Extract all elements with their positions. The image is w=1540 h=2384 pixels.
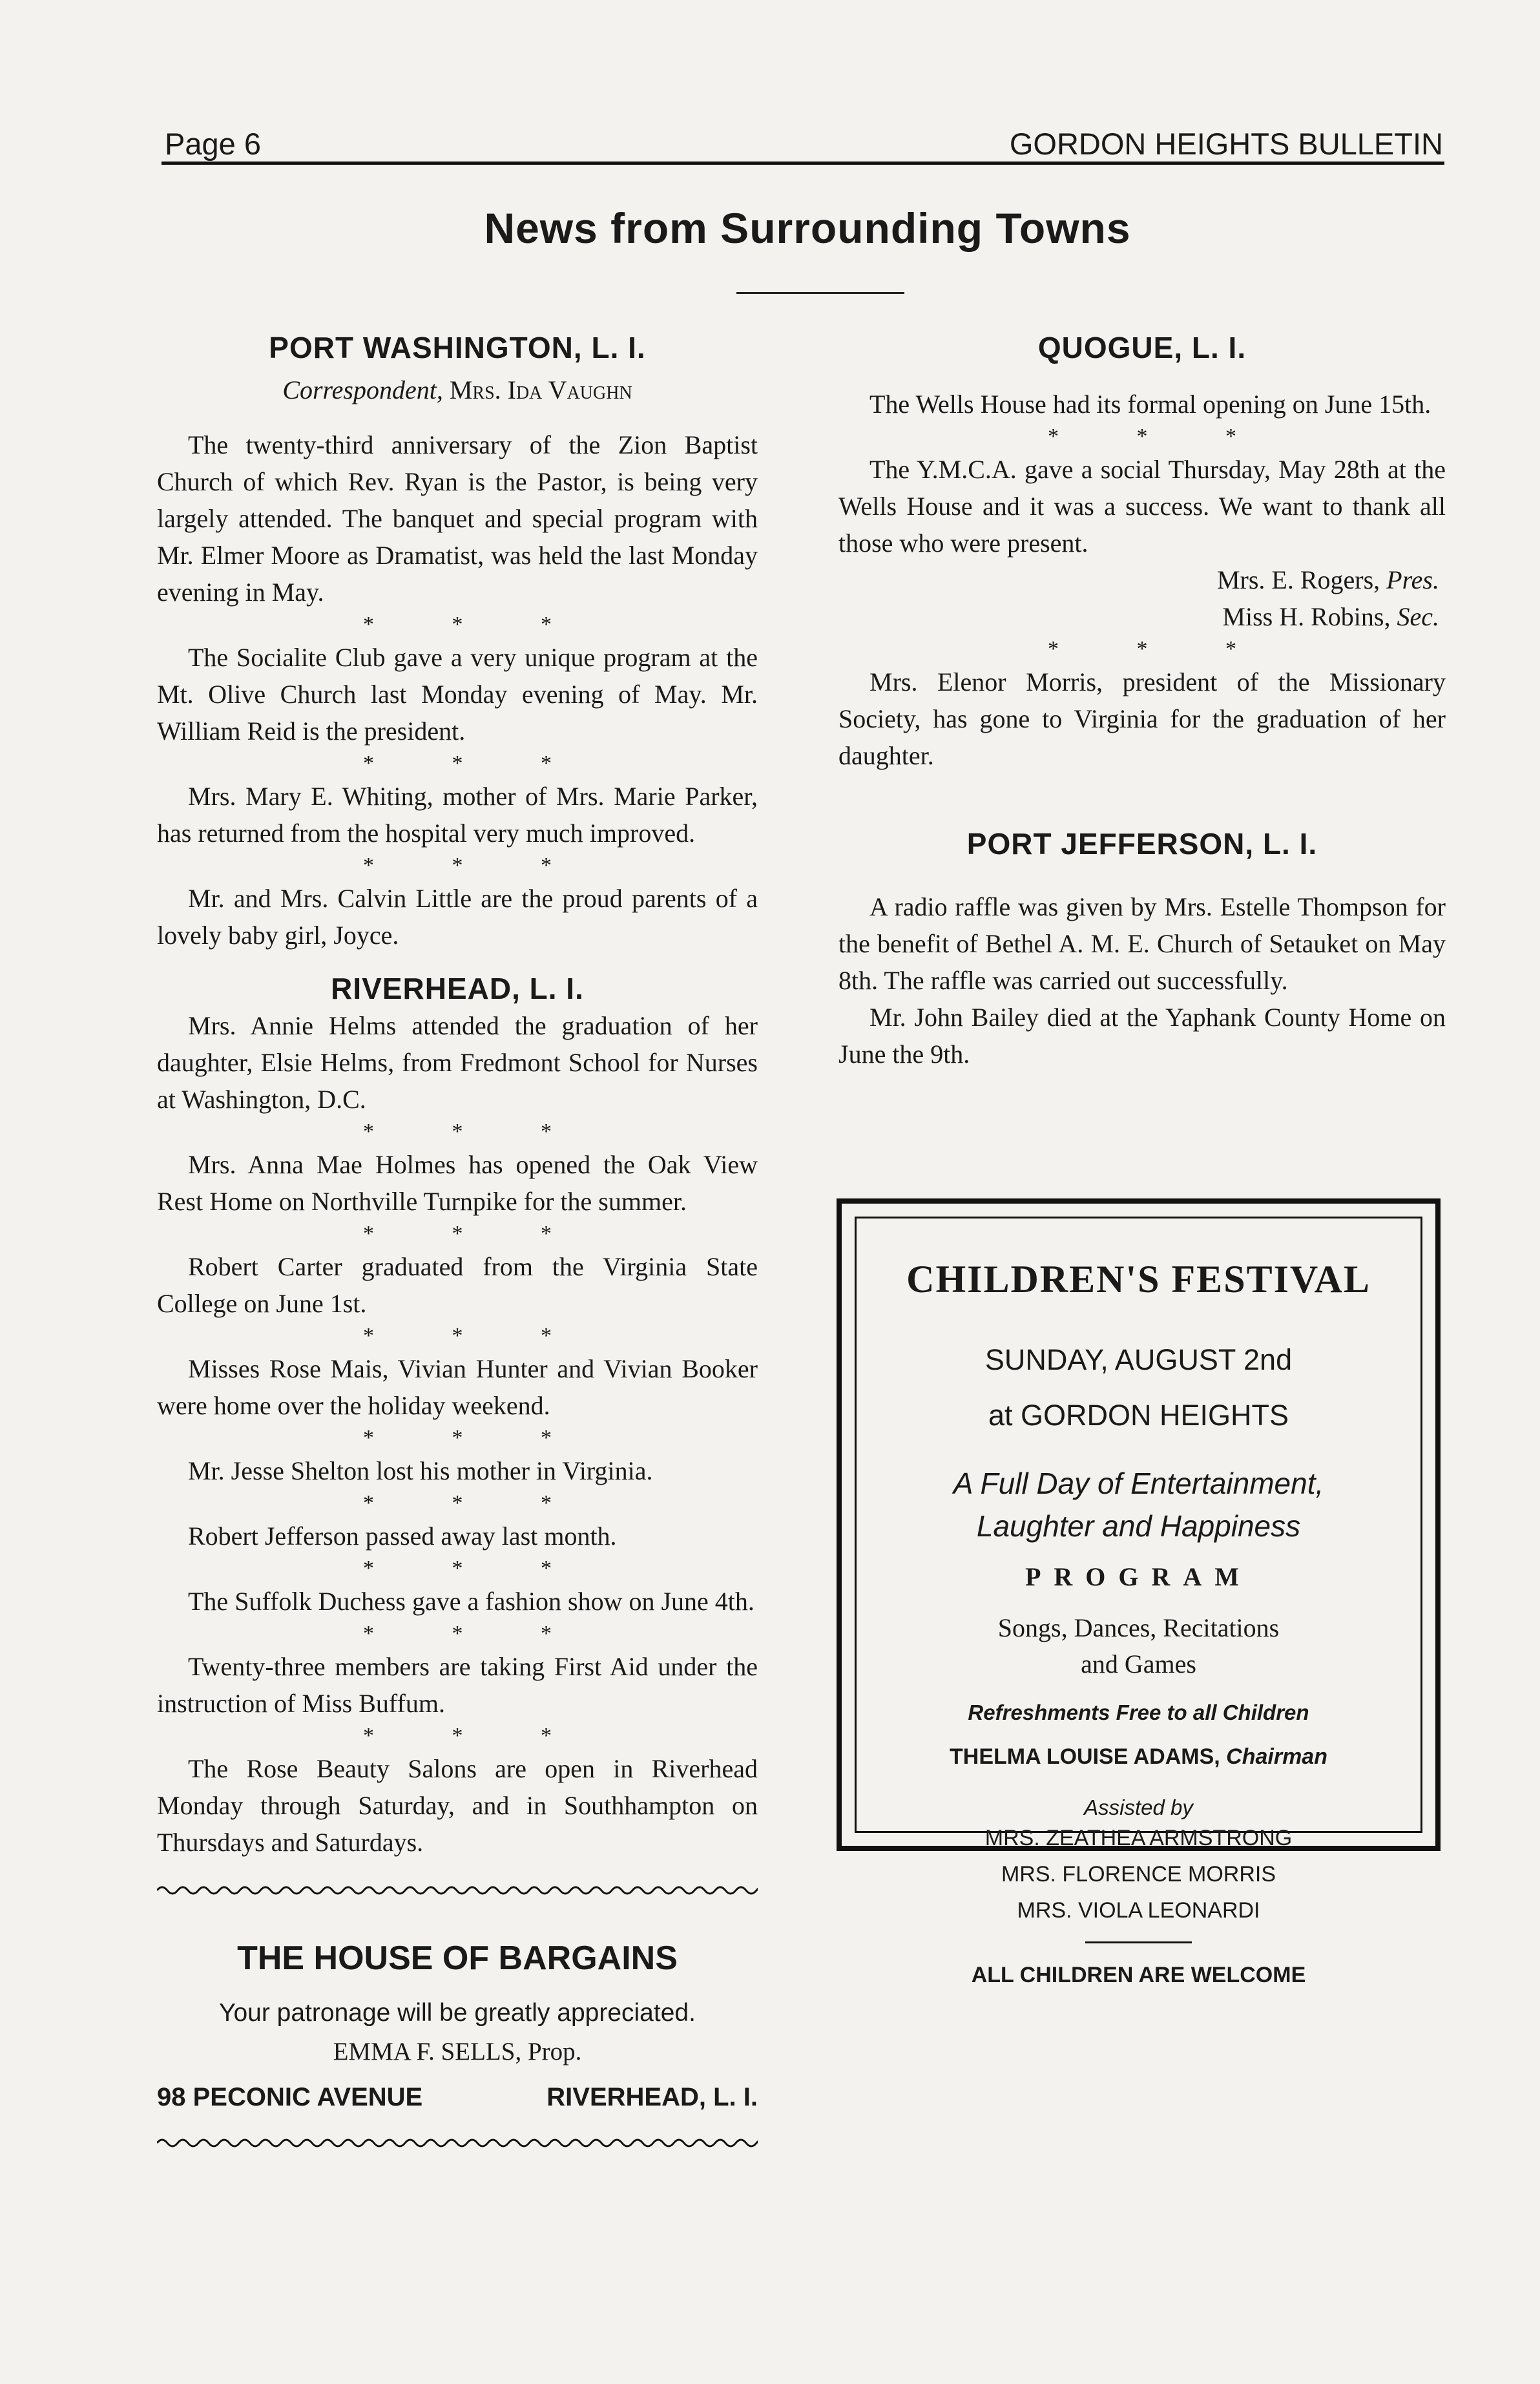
signature-role: Sec.	[1397, 602, 1439, 631]
festival-program-2: and Games	[1081, 1649, 1196, 1678]
festival-refreshments: Refreshments Free to all Children	[968, 1700, 1309, 1724]
signature-role: Pres.	[1386, 565, 1439, 594]
chair-name: THELMA LOUISE ADAMS,	[950, 1744, 1220, 1769]
ad-tagline: Your patronage will be greatly appreciated.	[219, 1999, 696, 2027]
separator: * * *	[363, 1622, 588, 1646]
separator: * * *	[363, 853, 588, 877]
section-heading-riverhead: RIVERHEAD, L. I.	[331, 972, 584, 1005]
chair-role: Chairman	[1226, 1744, 1327, 1769]
festival-tagline-1: A Full Day of Entertainment,	[953, 1467, 1324, 1500]
festival-date: SUNDAY, AUGUST 2nd	[984, 1343, 1293, 1376]
news-item: Mrs. Anna Mae Holmes has opened the Oak View Rest Home on Northville Turnpike for the summer.	[157, 1150, 758, 1216]
news-item: Mrs. Mary E. Whiting, mother of Mrs. Marie Parker, has returned from the hospital very much improved.	[157, 782, 758, 848]
separator: * * *	[1048, 424, 1273, 448]
news-item: Mrs. Annie Helms attended the graduation of her daughter, Elsie Helms, from Fredmont School for Nurses at Washington, D.C.	[157, 1011, 758, 1114]
title-rule	[736, 292, 904, 294]
festival-chairman	[857, 1744, 1420, 1770]
news-item: Mrs. Elenor Morris, president of the Missionary Society, has gone to Virginia for the graduation of her daughter.	[838, 667, 1446, 770]
festival-notice-box	[837, 1198, 1441, 1987]
ad-address-line	[157, 2079, 758, 2116]
ad-proprietor: EMMA F. SELLS, Prop.	[333, 2038, 582, 2065]
publication-name: GORDON HEIGHTS BULLETIN	[1009, 127, 1443, 161]
news-item: Robert Jefferson passed away last month.	[188, 1521, 617, 1551]
festival-helper: MRS. ZEATHEA ARMSTRONG	[984, 1826, 1293, 1850]
news-item: The Rose Beauty Salons are open in Riverhead Monday through Saturday, and in Southhampton on Thursdays and Saturdays.	[157, 1754, 758, 1857]
running-head	[165, 116, 1443, 162]
festival-helper: MRS. FLORENCE MORRIS	[1001, 1862, 1276, 1887]
separator: * * *	[363, 1120, 588, 1144]
festival-welcome: ALL CHILDREN ARE WELCOME	[971, 1963, 1306, 1987]
signature-president	[838, 561, 1446, 598]
wavy-rule	[157, 1883, 758, 1898]
separator: * * *	[363, 1426, 588, 1450]
separator: * * *	[363, 1491, 588, 1515]
section-heading-port-washington: PORT WASHINGTON, L. I.	[269, 331, 646, 364]
festival-program-1: Songs, Dances, Recitations	[997, 1613, 1280, 1642]
festival-helper: MRS. VIOLA LEONARDI	[1017, 1898, 1260, 1923]
page-title: News from Surrounding Towns	[484, 204, 1131, 252]
news-item: Robert Carter graduated from the Virginia State College on June 1st.	[157, 1252, 758, 1318]
news-item: The Y.M.C.A. gave a social Thursday, May 28th at the Wells House and it was a success. We want to thank all those who were present.	[838, 455, 1446, 558]
news-item: The Socialite Club gave a very unique program at the Mt. Olive Church last Monday evening of May. Mr. William Reid is the president.	[157, 643, 758, 746]
separator: * * *	[363, 612, 588, 636]
separator: * * *	[363, 1324, 588, 1348]
separator: * * *	[363, 1724, 588, 1748]
festival-tagline-2: Laughter and Happiness	[976, 1509, 1301, 1543]
festival-title: CHILDREN'S FESTIVAL	[906, 1258, 1371, 1301]
festival-assisted-by: Assisted by	[1084, 1795, 1193, 1819]
separator: * * *	[363, 1556, 588, 1580]
ad-title: THE HOUSE OF BARGAINS	[237, 1940, 678, 1977]
news-item: Twenty-three members are taking First Aid under the instruction of Miss Buffum.	[157, 1652, 758, 1718]
festival-inner-border	[855, 1217, 1422, 1987]
separator: * * *	[363, 751, 588, 775]
news-item: Mr. and Mrs. Calvin Little are the proud parents of a lovely baby girl, Joyce.	[157, 884, 758, 950]
signature-name: Mrs. E. Rogers,	[1216, 565, 1380, 594]
festival-rule	[1085, 1941, 1192, 1943]
correspondent-label: Correspondent,	[282, 375, 443, 404]
separator: * * *	[1048, 637, 1273, 661]
news-item: Mr. Jesse Shelton lost his mother in Virginia.	[188, 1456, 653, 1485]
left-column	[157, 329, 758, 2170]
correspondent-name: Mrs. Ida Vaughn	[449, 375, 632, 404]
ad-town: RIVERHEAD, L. I.	[546, 2083, 758, 2111]
header-rule	[161, 162, 1444, 165]
ad-address: 98 PECONIC AVENUE	[157, 2083, 423, 2111]
news-item: The Suffolk Duchess gave a fashion show on June 4th.	[188, 1587, 754, 1616]
separator: * * *	[363, 1222, 588, 1246]
news-item: Mr. John Bailey died at the Yaphank County Home on June the 9th.	[838, 1003, 1446, 1069]
festival-program-label: PROGRAM	[1025, 1562, 1253, 1591]
section-heading-port-jefferson: PORT JEFFERSON, L. I.	[966, 827, 1318, 861]
signature-name: Miss H. Robins,	[1222, 602, 1391, 631]
section-heading-quogue: QUOGUE, L. I.	[1037, 331, 1247, 364]
page-number: Page 6	[165, 127, 261, 161]
correspondent-byline	[157, 371, 758, 408]
news-item: A radio raffle was given by Mrs. Estelle Thompson for the benefit of Bethel A. M. E. Church of Setauket on May 8th. The raffle was carried out successfully.	[838, 892, 1446, 995]
news-item: Misses Rose Mais, Vivian Hunter and Vivian Booker were home over the holiday weekend.	[157, 1354, 758, 1420]
news-item: The twenty-third anniversary of the Zion Baptist Church of which Rev. Ryan is the Pastor, is being very largely attended. The banquet and special program with Mr. Elmer Moore as Dramatist, was held the last Monday evening in May.	[157, 430, 758, 607]
signature-secretary	[838, 598, 1446, 635]
news-item: The Wells House had its formal opening on June 15th.	[869, 390, 1431, 419]
wavy-rule	[157, 2135, 758, 2151]
right-column	[838, 329, 1446, 1072]
festival-place: at GORDON HEIGHTS	[988, 1399, 1289, 1432]
